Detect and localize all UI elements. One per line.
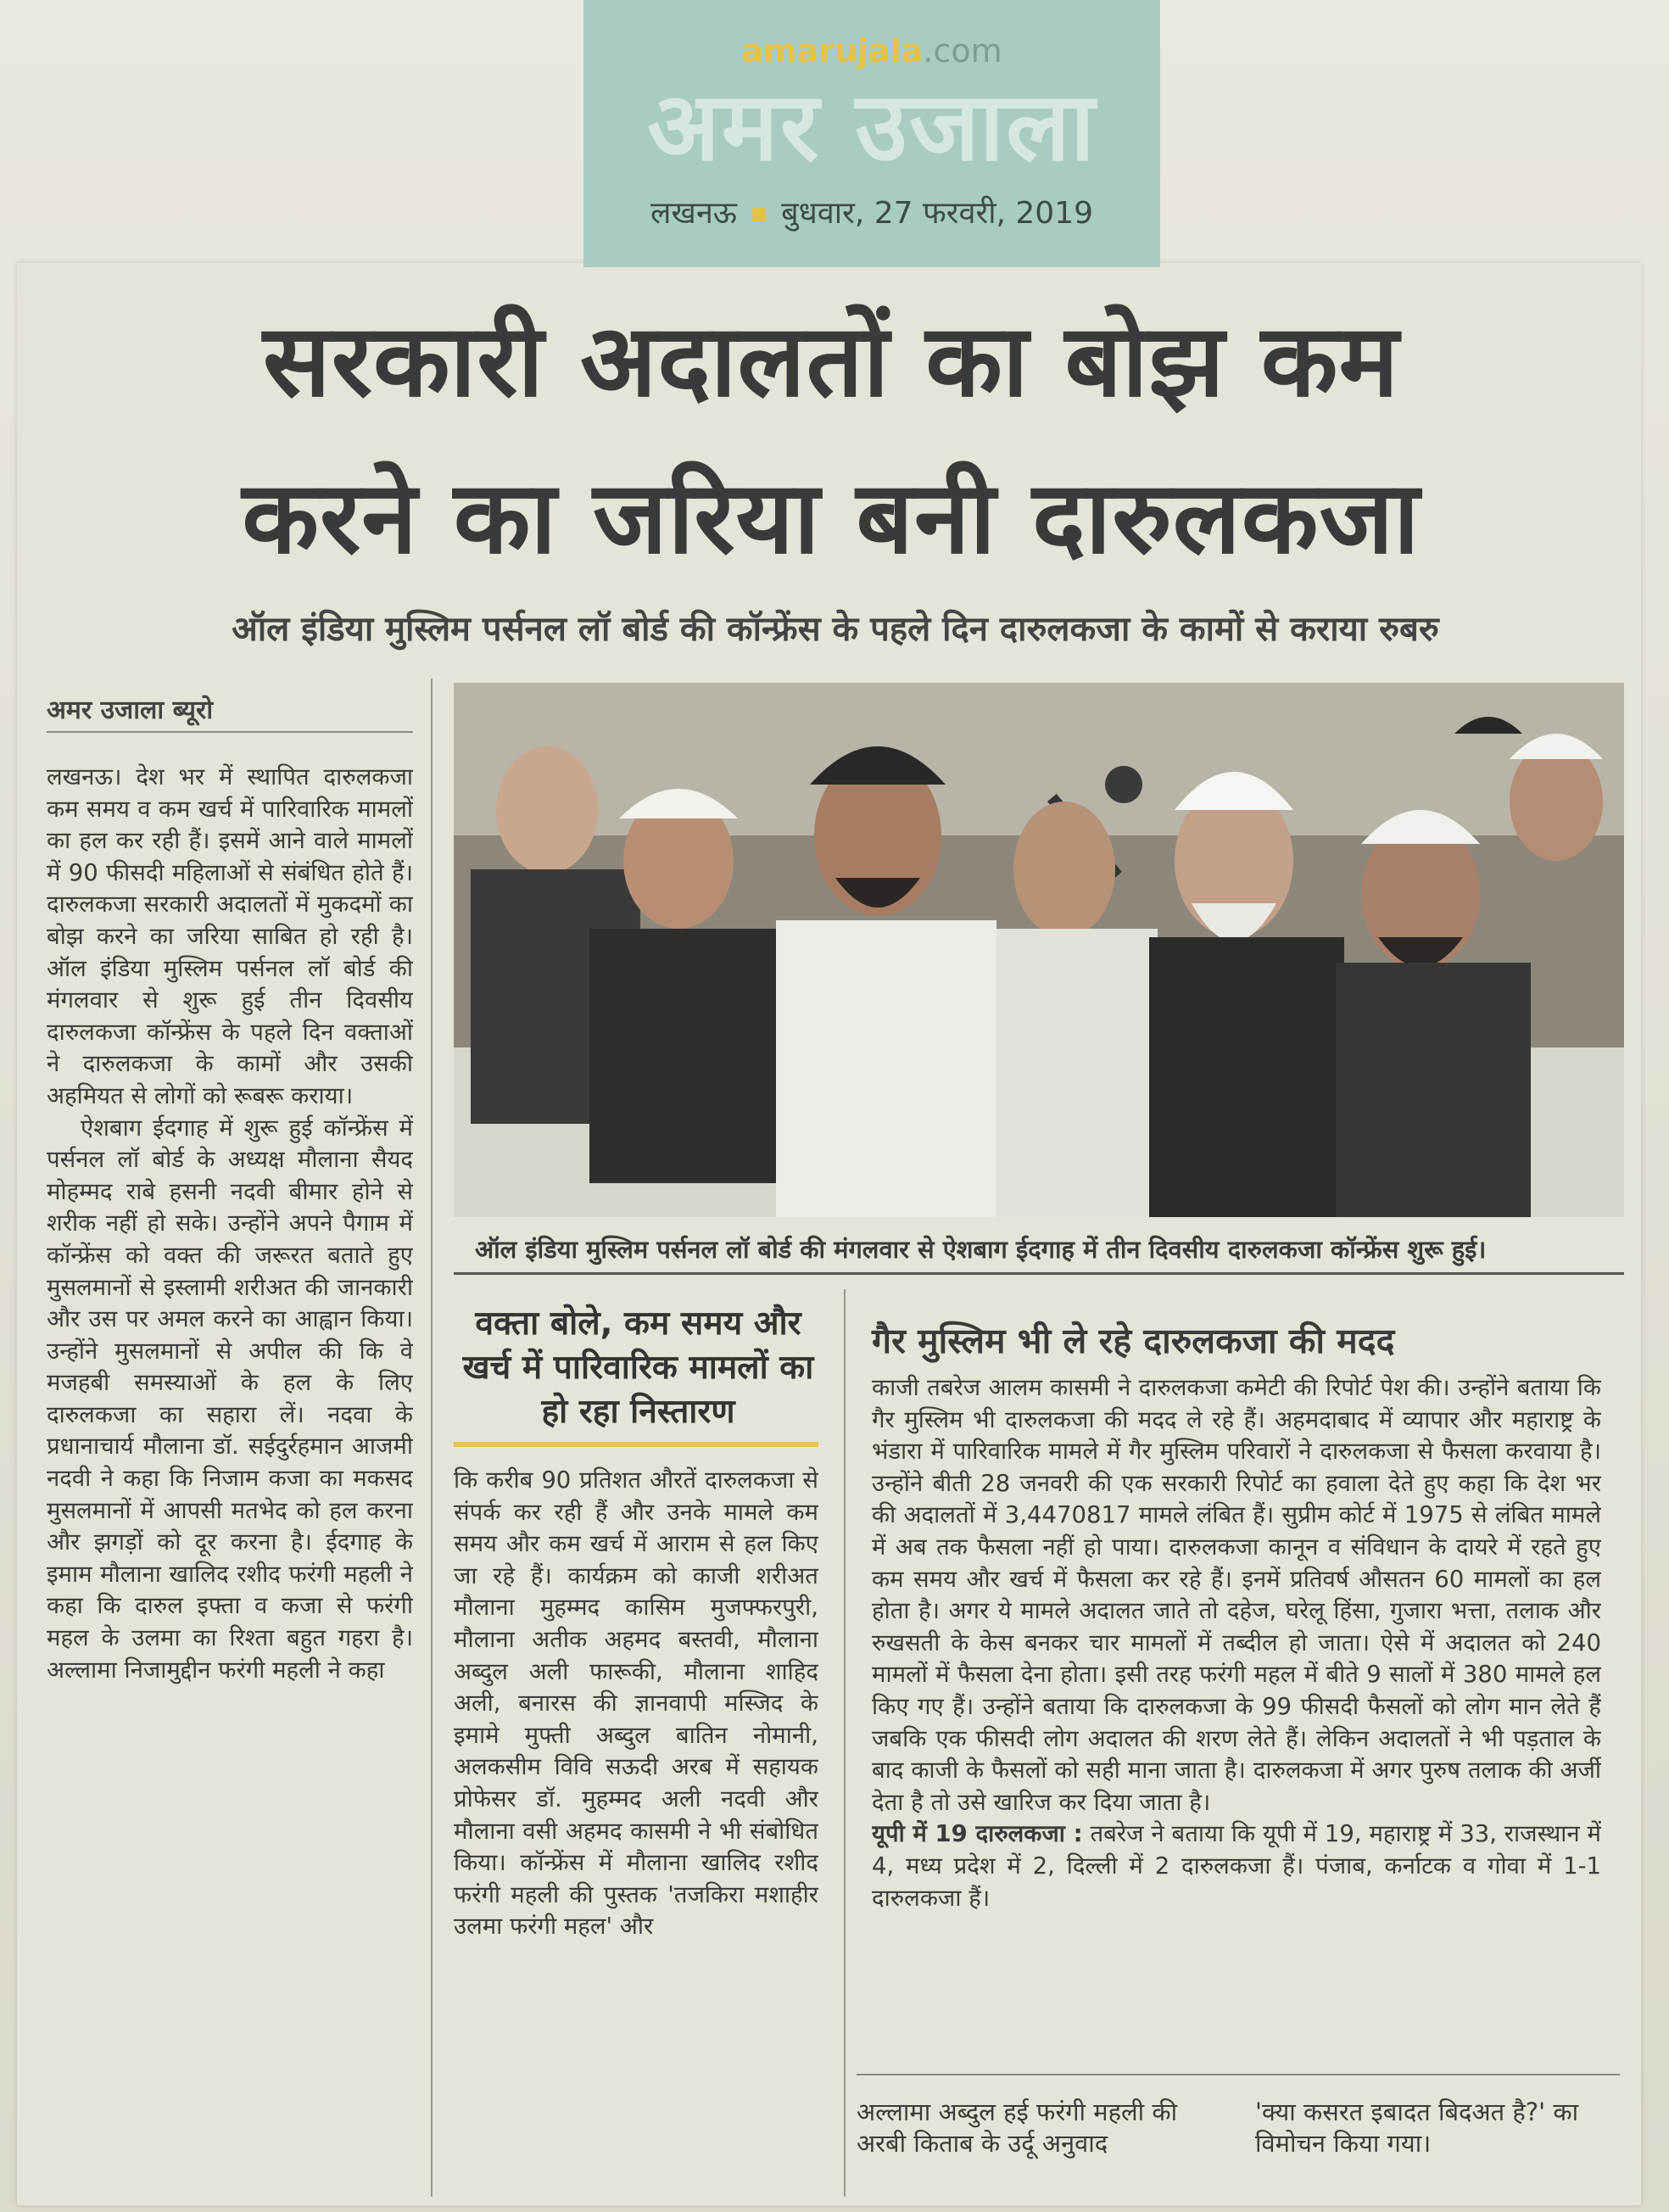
dateline-date: बुधवार, 27 फरवरी, 2019 [781, 196, 1094, 231]
up-text: तबरेज ने बताया कि यूपी में 19, महाराष्ट्र में 33, राजस्थान में 4, मध्य प्रदेश में 2, दिल्ली में 2 दारुलकजा हैं। पंजाब, कर्नाटक व गोवा में 1-1 दारुलकजा हैं। [872, 1820, 1601, 1912]
newspaper-logo: अमर उजाला [647, 72, 1097, 182]
dateline-city: लखनऊ [650, 196, 738, 231]
byline: अमर उजाला ब्यूरो [47, 695, 214, 725]
bottom-rule [857, 2074, 1620, 2075]
story-2-headline: गैर मुस्लिम भी ले रहे दारुलकजा की मदद [872, 1321, 1395, 1361]
headline-line-1: सरकारी अदालतों का बोझ कम [262, 302, 1400, 419]
sidebar-headline: वक्ता बोले, कम समय और खर्च में पारिवारिक मामलों का हो रहा निस्तारण [462, 1304, 814, 1431]
story-2-para: काजी तबरेज आलम कासमी ने दारुलकजा कमेटी की रिपोर्ट पेश की। उन्होंने बताया कि गैर मुस्लिम भी दारुलकजा की मदद ले रहे हैं। अहमदाबाद में व्यापार और महाराष्ट्र के भंडारा में पारिवारिक मामले में गैर मुस्लिम परिवारों ने दारुलकजा से फैसला करवाया है। उन्होंने बीती 28 जनवरी की एक सरकारी रिपोर्ट का हवाला देते हुए कहा कि देश भर की अदालतों में 3,4470817 मामले लंबित हैं। सुप्रीम कोर्ट में 1975 से लंबित मामले में अब तक फैसला नहीं हो पाया। दारुलकजा कानून व संविधान के दायरे में रहते हुए कम समय और खर्च में फैसला कर रहे हैं। इनमें प्रतिवर्ष औसतन 60 मामलों का हल होता है। अगर ये मामले अदालत जाते तो दहेज, घरेलू हिंसा, गुजारा भत्ता, तलाक और रुखसती के केस बनकर चार मामलों में तब्दील हो जाता। ऐसे में अदालत को 240 मामलों में फैसला देना होता। इसी तरह फरंगी महल में बीते 9 सालों में 380 मामले हल किए गए हैं। उन्होंने बताया कि दारुलकजा के 99 फीसदी फैसलों को लोग मान लेते हैं जबकि एक फीसदी लोग अदालत की शरण लेते हैं। लेकिन अदालतों ने भी पड़ताल के बाद काजी के फैसलों को सही माना जाता है। दारुलकजा में अगर पुरुष तलाक की अर्जी देता है तो उसे खारिज कर दिया जाता है। [872, 1374, 1601, 1816]
bottom-text-right: 'क्या कसरत इबादत बिदअत है?' का विमोचन किया गया। [1255, 2097, 1579, 2158]
subheadline: ऑल इंडिया मुस्लिम पर्सनल लॉ बोर्ड की कॉन्फ्रेंस के पहले दिन दारुलकजा के कामों से कराया रुबरु [232, 610, 1439, 649]
story-2-body [872, 1372, 1601, 2051]
column-1-para-2: ऐशबाग ईदगाह में शुरू हुई कॉन्फ्रेंस में पर्सनल लॉ बोर्ड के अध्यक्ष मौलाना सैयद मोहम्मद राबे हसनी नदवी बीमार होने से शरीक नहीं हो सके। उन्होंने अपने पैगाम में कॉन्फ्रेंस को वक्त की जरूरत बताते हुए मुसलमानों से इस्लामी शरीअत की जानकारी और उस पर अमल करने का आह्वान किया। उन्होंने मुसलमानों से अपील की कि वे मजहबी समस्याओं के हल के लिए दारुलकजा का सहारा लें। नदवा के प्रधानाचार्य मौलाना डॉ. सईदुर्रहमान आजमी नदवी ने कहा कि निजाम कजा का मकसद मुसलमानों में आपसी मतभेद को हल करना और झगड़ों को दूर करना है। ईदगाह के इमाम मौलाना खालिद रशीद फरंगी महली ने कहा कि दारुल इफ्ता व कजा से फरंगी महल के उलमा का रिश्ता बहुत गहरा है। अल्लामा निजामुद्दीन फरंगी महली ने कहा [47, 1114, 413, 1684]
byline-rule [47, 731, 413, 733]
dateline [583, 191, 1160, 232]
caption-rule [454, 1272, 1624, 1275]
bottom-text-left: अल्लामा अब्दुल हई फरंगी महली की अरबी किताब के उर्दू अनुवाद [857, 2097, 1178, 2158]
site-name: amarujala.com [741, 32, 1002, 70]
conference-photo [454, 683, 1624, 1217]
headline-line-2: करने का जरिया बनी दारुलकजा [242, 459, 1421, 576]
photo-caption: ऑल इंडिया मुस्लिम पर्सनल लॉ बोर्ड की मंगलवार से ऐशबाग ईदगाह में तीन दिवसीय दारुलकजा कॉन्फ्रेंस शुरू हुई। [475, 1235, 1487, 1264]
column-divider-1 [431, 679, 433, 2197]
up-subhead: यूपी में 19 दारुलकजा : [872, 1820, 1083, 1848]
column-2-text: कि करीब 90 प्रतिशत औरतें दारुलकजा से संपर्क कर रही हैं और उनके मामले कम समय और कम खर्च में आराम से हल किए जा रहे हैं। कार्यक्रम को काजी शरीअत मौलाना मुहम्मद कासिम मुजफ्फरपुरी, मौलाना अतीक अहमद बस्तवी, मौलाना अब्दुल अली फारूकी, मौलाना शाहिद अली, बनारस की ज्ञानवापी मस्जिद के इमामे मुफ्ती अब्दुल बातिन नोमानी, अलकसीम विवि सऊदी अरब में सहायक प्रोफेसर डॉ. मुहम्मद अली नदवी और मौलाना वसी अहमद कासमी ने भी संबोधित किया। कॉन्फ्रेंस में मौलाना खालिद रशीद फरंगी महली की पुस्तक 'तजकिरा मशाहीर उलमा फरंगी महल' और [454, 1466, 818, 1941]
column-1-para-1: लखनऊ। देश भर में स्थापित दारुलकजा कम समय व कम खर्च में पारिवारिक मामलों का हल कर रही हैं। इसमें आने वाले मामलों में 90 फीसदी महिलाओं से संबंधित होते हैं। दारुलकजा सरकारी अदालतों में मुकदमों का बोझ करने का जरिया साबित हो रही है। ऑल इंडिया मुस्लिम पर्सनल लॉ बोर्ड की मंगलवार से शुरू हुई तीन दिवसीय दारुलकजा कॉन्फ्रेंस के पहले दिन वक्ताओं ने दारुलकजा के कामों और उसकी अहमियत से लोगों को रूबरू कराया। [47, 763, 413, 1109]
column-divider-2 [844, 1289, 846, 2197]
sidebar-accent-bar [454, 1442, 818, 1447]
masthead [583, 0, 1160, 267]
square-bullet-icon [752, 208, 766, 221]
column-1 [47, 762, 413, 2187]
column-2 [454, 1465, 818, 2186]
